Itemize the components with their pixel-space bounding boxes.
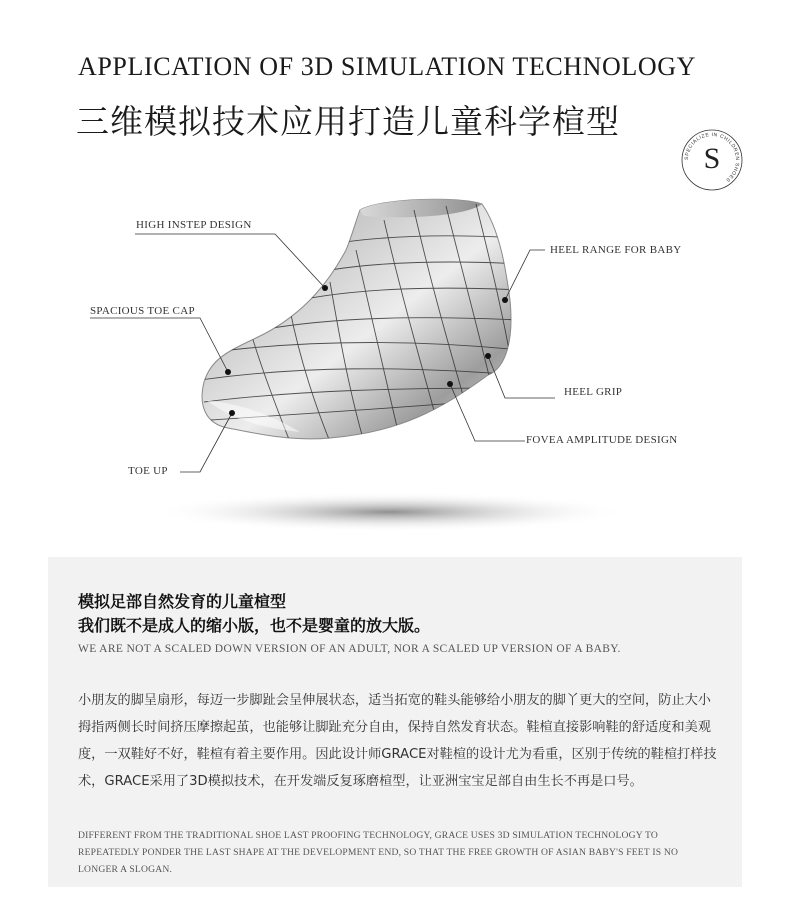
ground-shadow [150,492,630,532]
callout-toe-up: TOE UP [128,465,168,477]
callout-heel-grip: HEEL GRIP [564,386,623,398]
panel-heading-line2: 我们既不是成人的缩小版，也不是婴童的放大版。 [78,616,431,635]
brand-seal-ring-text: SPECIALIZE IN CHILDREN SHOES [683,131,741,184]
callout-heel-range: HEEL RANGE FOR BABY [550,244,682,256]
callout-high-instep: HIGH INSTEP DESIGN [136,219,252,231]
panel-heading-line1: 模拟足部自然发育的儿童楦型 [78,592,287,611]
page-title-english: APPLICATION OF 3D SIMULATION TECHNOLOGY [78,52,697,81]
brand-seal-letter: S [703,142,721,175]
page-title-chinese: 三维模拟技术应用打造儿童科学楦型 [76,102,620,141]
panel-english-note: DIFFERENT FROM THE TRADITIONAL SHOE LAST PROOFING TECHNOLOGY, GRACE USES 3D SIMULATION TECHNOLOGY TO REPEATEDLY PONDER THE LAST SHAPE AT THE DEVELOPMENT END, SO THAT THE FREE GROWTH OF ASIAN BABY'S FEET IS NO LONGER A SLOGAN. [78,830,679,875]
panel-subheading: WE ARE NOT A SCALED DOWN VERSION OF AN ADULT, NOR A SCALED UP VERSION OF A BABY. [78,643,621,655]
callout-spacious-toe-cap: SPACIOUS TOE CAP [90,305,195,317]
callout-fovea-amplitude: FOVEA AMPLITUDE DESIGN [526,434,678,446]
shoe-last-illustration [0,170,790,540]
description-panel [48,557,742,887]
panel-body-text: 小朋友的脚呈扇形，每迈一步脚趾会呈伸展状态，适当拓宽的鞋头能够给小朋友的脚丫更大的空间，防止大小拇指两侧长时间挤压摩擦起茧，也能够让脚趾充分自由，保持自然发育状态。鞋楦直接影响鞋的舒适度和美观度，一双鞋好不好，鞋楦有着主要作用。因此设计师GRACE对鞋楦的设计尤为看重，区别于传统的鞋楦打样技术，GRACE采用了3D模拟技术，在开发端反复琢磨楦型，让亚洲宝宝足部自由生长不再是口号。 [78,693,717,789]
